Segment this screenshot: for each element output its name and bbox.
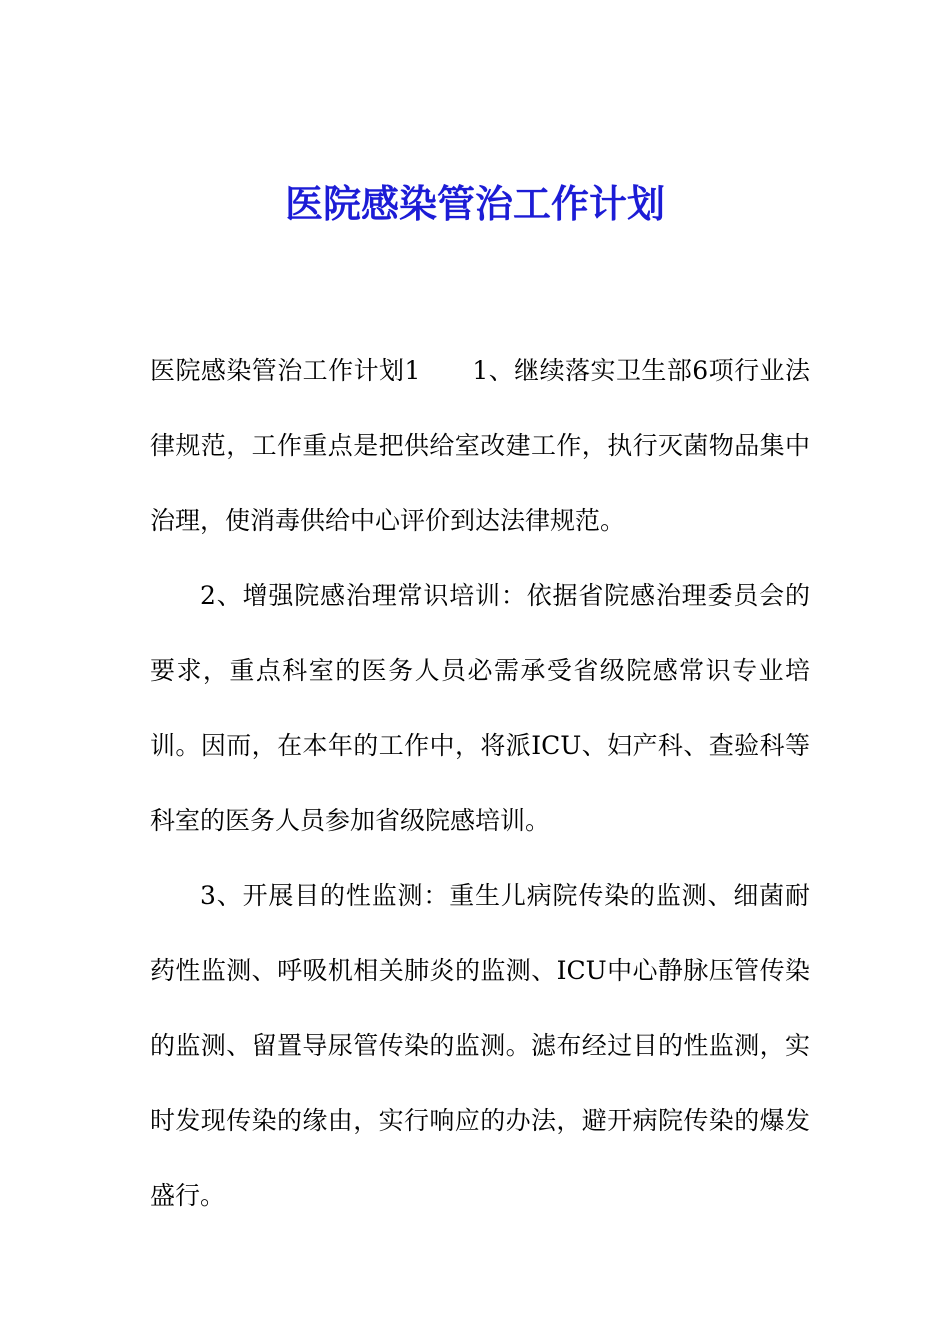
document-title: 医院感染管治工作计划 — [284, 181, 665, 226]
paragraph-1 — [150, 333, 810, 558]
document-body — [150, 333, 810, 1233]
paragraph-2: 2、增强院感治理常识培训：依据省院感治理委员会的要求，重点科室的医务人员必需承受省级院感常识专业培训。因而，在本年的工作中，将派ICU、妇产科、查验科等科室的医务人员参加省级院感培训。 — [150, 581, 810, 835]
paragraph-1-heading: 医院感染管治工作计划1 — [150, 356, 421, 385]
paragraph-3: 3、开展目的性监测：重生儿病院传染的监测、细菌耐药性监测、呼吸机相关肺炎的监测、ICU中心静脉压管传染的监测、留置导尿管传染的监测。滤布经过目的性监测，实时发现传染的缘由，实行响应的办法，避开病院传染的爆发盛行。 — [150, 881, 810, 1210]
paragraph-1-text: 1、继续落实卫生部6项行业法律规范，工作重点是把供给室改建工作，执行灭菌物品集中治理，使消毒供给中心评价到达法律规范。 — [150, 356, 810, 535]
